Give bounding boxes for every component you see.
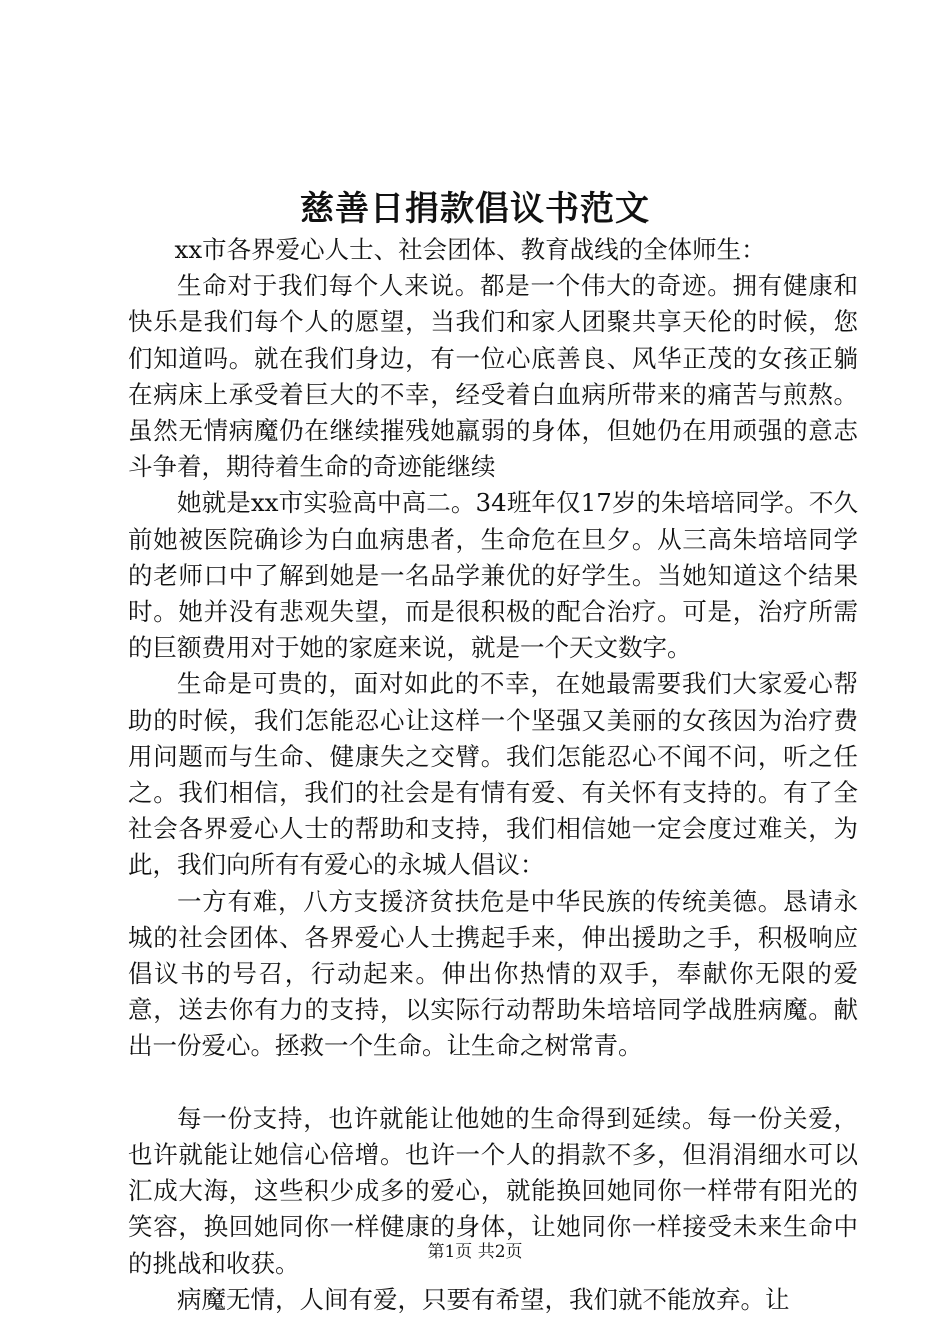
- paragraph-spacer: [128, 1065, 858, 1101]
- paragraph-1: 生命对于我们每个人来说。都是一个伟大的奇迹。拥有健康和快乐是我们每个人的愿望，当我们和家人团聚共享天伦的时候，您们知道吗。就在我们身边，有一位心底善良、风华正茂的女孩正躺在病床上承受着巨大的不幸，经受着白血病所带来的痛苦与煎熬。虽然无情病魔仍在继续摧残她羸弱的身体，但她仍在用顽强的意志斗争着，期待着生命的奇迹能继续: [128, 271, 858, 482]
- page-number-footer: 第1页 共2页: [427, 1242, 523, 1262]
- paragraph-3: 生命是可贵的，面对如此的不幸，在她最需要我们大家爱心帮助的时候，我们怎能忍心让这样一个坚强又美丽的女孩因为治疗费用问题而与生命、健康失之交臂。我们怎能忍心不闻不问，听之任之。我们相信，我们的社会是有情有爱、有关怀有支持的。有了全社会各界爱心人士的帮助和支持，我们相信她一定会度过难关，为此，我们向所有有爱心的永城人倡议：: [128, 669, 858, 880]
- paragraph-2: 她就是xx市实验高中高二。34班年仅17岁的朱培培同学。不久前她被医院确诊为白血病患者，生命危在旦夕。从三高朱培培同学的老师口中了解到她是一名品学兼优的好学生。当她知道这个结果时。她并没有悲观失望，而是很积极的配合治疗。可是，治疗所需的巨额费用对于她的家庭来说，就是一个天文数字。: [128, 488, 858, 663]
- salutation: xx市各界爱心人士、社会团体、教育战线的全体师生：: [174, 235, 766, 264]
- paragraph-5: 每一份支持，也许就能让他她的生命得到延续。每一份关爱，也许就能让她信心倍增。也许一个人的捐款不多，但涓涓细水可以汇成大海，这些积少成多的爱心，就能换回她同你一样带有阳光的笑容，换回她同你一样健康的身体，让她同你一样接受未来生命中的挑战和收获。: [128, 1103, 858, 1278]
- document-title: 慈善日捐款倡议书范文: [300, 189, 650, 229]
- paragraph-6: 病魔无情，人间有爱，只要有希望，我们就不能放弃。让: [177, 1284, 790, 1314]
- document-body: [128, 232, 858, 1318]
- paragraph-4: 一方有难，八方支援济贫扶危是中华民族的传统美德。恳请永城的社会团体、各界爱心人士携起手来，伸出援助之手，积极响应倡议书的号召，行动起来。伸出你热情的双手，奉献你无限的爱意，送去你有力的支持，以实际行动帮助朱培培同学战胜病魔。献出一份爱心。拯救一个生命。让生命之树常青。: [128, 886, 858, 1061]
